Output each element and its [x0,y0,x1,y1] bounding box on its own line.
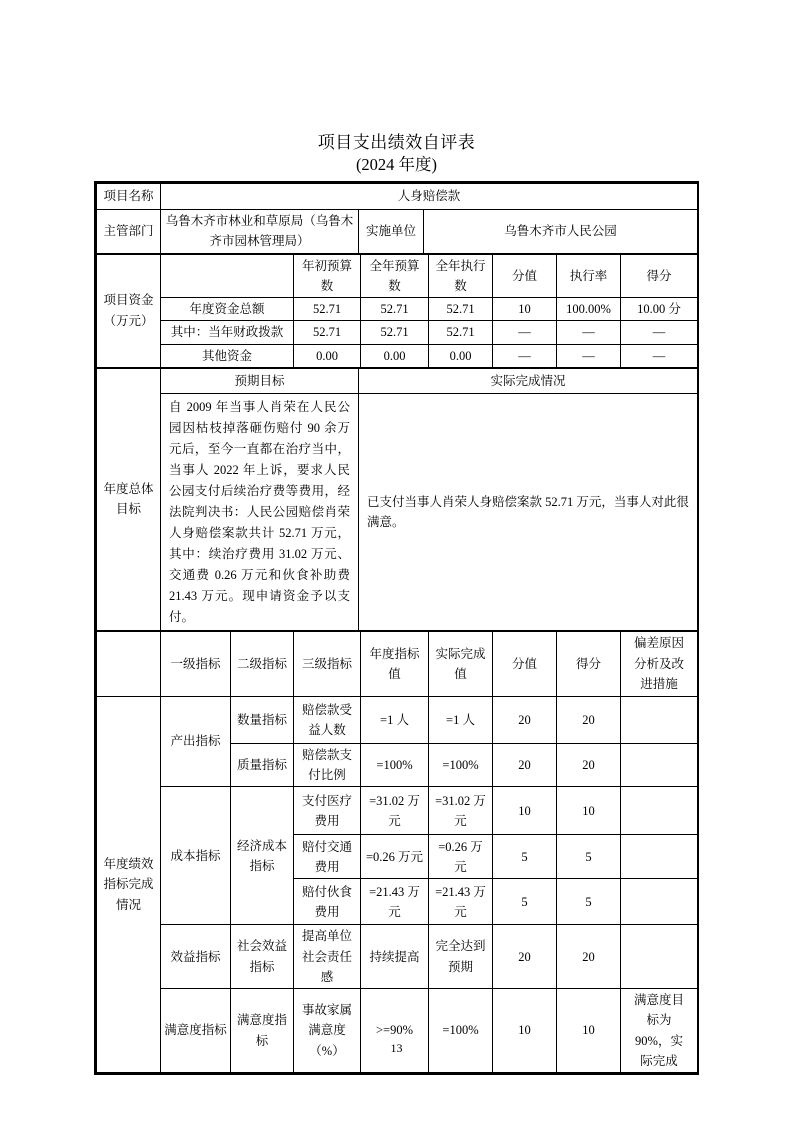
actual-completion-header: 实际完成情况 [359,368,698,393]
indicator-actual: =100% [429,743,493,787]
page-title: 项目支出绩效自评表 [317,133,476,152]
indicator-deviation [621,743,698,787]
indicator-points: 20 [493,696,557,743]
department-value: 乌鲁木齐市林业和草原局（乌鲁木齐市园林管理局） [161,210,359,254]
indicator-actual: =1 人 [429,696,493,743]
indicator-target: 持续提高 [361,925,429,989]
indicators-section [96,631,698,1073]
indicator-actual: =100% [429,989,493,1073]
indicator-actual: =0.26 万元 [429,835,493,879]
indicator-col-header [621,631,698,696]
funds-value: 52.71 [429,321,493,344]
indicator-score: 20 [557,925,621,989]
indicator-col-header: 分值 [493,631,557,696]
indicator-level2: 数量指标 [231,696,294,743]
indicators-row-label: 年度绩效指标完成情况 [97,696,161,1072]
indicator-points: 5 [493,835,557,879]
indicator-points: 20 [493,925,557,989]
indicator-level3: 赔付交通费用 [294,835,361,879]
indicator-col-header: 一级指标 [161,631,231,696]
indicator-actual: =21.43 万元 [429,879,493,925]
funds-value: 0.00 [429,344,493,367]
empty-cell [161,254,294,298]
funds-row-other-label: 其他资金 [161,344,294,367]
annual-goal-section [96,368,698,631]
indicator-target: =21.43 万元 [361,879,429,925]
funds-value: 100.00% [557,298,621,321]
funds-value: — [493,344,557,367]
funds-value: — [621,321,698,344]
funds-value: 10.00 分 [621,298,698,321]
indicator-col-header: 三级指标 [294,631,361,696]
funds-value: 0.00 [361,344,429,367]
funds-col-header: 分值 [493,254,557,298]
implementing-unit-value: 乌鲁木齐市人民公园 [424,210,698,254]
title-block [0,0,793,176]
indicator-target: >=90% [361,989,429,1073]
indicator-actual: =31.02 万元 [429,787,493,835]
annual-goal-row-label: 年度总体目标 [97,368,161,630]
funds-col-header: 全年执行数 [429,254,493,298]
indicator-level3: 赔偿款受益人数 [294,696,361,743]
indicator-deviation [621,835,698,879]
indicator-deviation [621,925,698,989]
indicator-points: 20 [493,743,557,787]
indicator-level2: 质量指标 [231,743,294,787]
funds-value: 52.71 [361,321,429,344]
funds-value: 52.71 [361,298,429,321]
indicator-target: =1 人 [361,696,429,743]
actual-completion-text: 已支付当事人肖荣人身赔偿案款 52.71 万元，当事人对此很满意。 [359,393,698,630]
expected-goal-text: 自 2009 年当事人肖荣在人民公园因枯枝掉落砸伤赔付 90 余万元后，至今一直都在治疗当中，当事人 2022 年上诉，要求人民公园支付后续治疗费等费用，经法院判决书：人民公园赔偿肖荣人身赔偿案款共计 52.71 万元，其中：续治疗费用 31.02 万元、交通费 0.26 万元和伙食补助费 21.43 万元。现申请资金予以支付。 [161,393,359,630]
funds-value: — [493,321,557,344]
indicator-deviation [621,989,698,1073]
indicator-level2: 经济成本指标 [231,787,294,925]
project-funds-section [96,254,698,368]
indicator-level1: 产出指标 [161,696,231,787]
indicator-points: 10 [493,989,557,1073]
funds-value: 52.71 [294,298,361,321]
indicator-target: =31.02 万元 [361,787,429,835]
indicator-score: 10 [557,989,621,1073]
indicator-col-header-text: 偏差原因分析及改进措施 [633,636,684,691]
indicator-level3: 赔付伙食费用 [294,879,361,925]
funds-value: — [621,344,698,367]
funds-col-header: 全年预算数 [361,254,429,298]
indicator-level3: 支付医疗费用 [294,787,361,835]
indicator-level3: 赔偿款支付比例 [294,743,361,787]
indicator-score: 20 [557,696,621,743]
indicator-level1: 效益指标 [161,925,231,989]
empty-cell [97,631,161,696]
page-number: 13 [390,1041,403,1055]
indicator-score: 20 [557,743,621,787]
funds-value: — [557,344,621,367]
indicator-target: =100% [361,743,429,787]
funds-value: 52.71 [294,321,361,344]
indicator-actual: 完全达到预期 [429,925,493,989]
funds-col-header: 年初预算数 [294,254,361,298]
funds-row-total-label: 年度资金总额 [161,298,294,321]
indicator-points: 10 [493,787,557,835]
indicator-deviation [621,696,698,743]
funds-value: 10 [493,298,557,321]
indicator-points: 5 [493,879,557,925]
indicator-level1: 满意度指标 [161,989,231,1073]
indicator-deviation-text: 满意度目标为 90%，实际完成 [633,993,684,1068]
funds-col-header: 得分 [621,254,698,298]
implementing-unit-label: 实施单位 [359,210,424,254]
funds-row-label: 项目资金（万元） [97,254,161,367]
funds-col-header: 执行率 [557,254,621,298]
indicator-col-header: 实际完成值 [429,631,493,696]
indicator-score: 5 [557,879,621,925]
funds-value: 0.00 [294,344,361,367]
indicator-deviation [621,787,698,835]
indicator-col-header: 得分 [557,631,621,696]
indicator-level2: 满意度指标 [231,989,294,1073]
indicator-score: 10 [557,787,621,835]
indicator-col-header: 年度指标值 [361,631,429,696]
indicator-col-header: 二级指标 [231,631,294,696]
indicator-level3: 提高单位社会责任感 [294,925,361,989]
funds-value: — [557,321,621,344]
indicator-score: 5 [557,835,621,879]
indicator-level1: 成本指标 [161,787,231,925]
indicator-level3: 事故家属满意度（%） [294,989,361,1073]
funds-value: 52.71 [429,298,493,321]
indicator-deviation [621,879,698,925]
expected-goal-header: 预期目标 [161,368,359,393]
project-name-value: 人身赔偿款 [161,184,698,210]
page-subtitle: (2024 年度) [355,155,438,174]
project-name-label: 项目名称 [97,184,161,210]
self-evaluation-table [94,181,699,1075]
project-info-section [96,183,698,254]
indicator-target: =0.26 万元 [361,835,429,879]
indicator-level2: 社会效益指标 [231,925,294,989]
funds-row-fiscal-label: 其中：当年财政拨款 [161,321,294,344]
department-label: 主管部门 [97,210,161,254]
